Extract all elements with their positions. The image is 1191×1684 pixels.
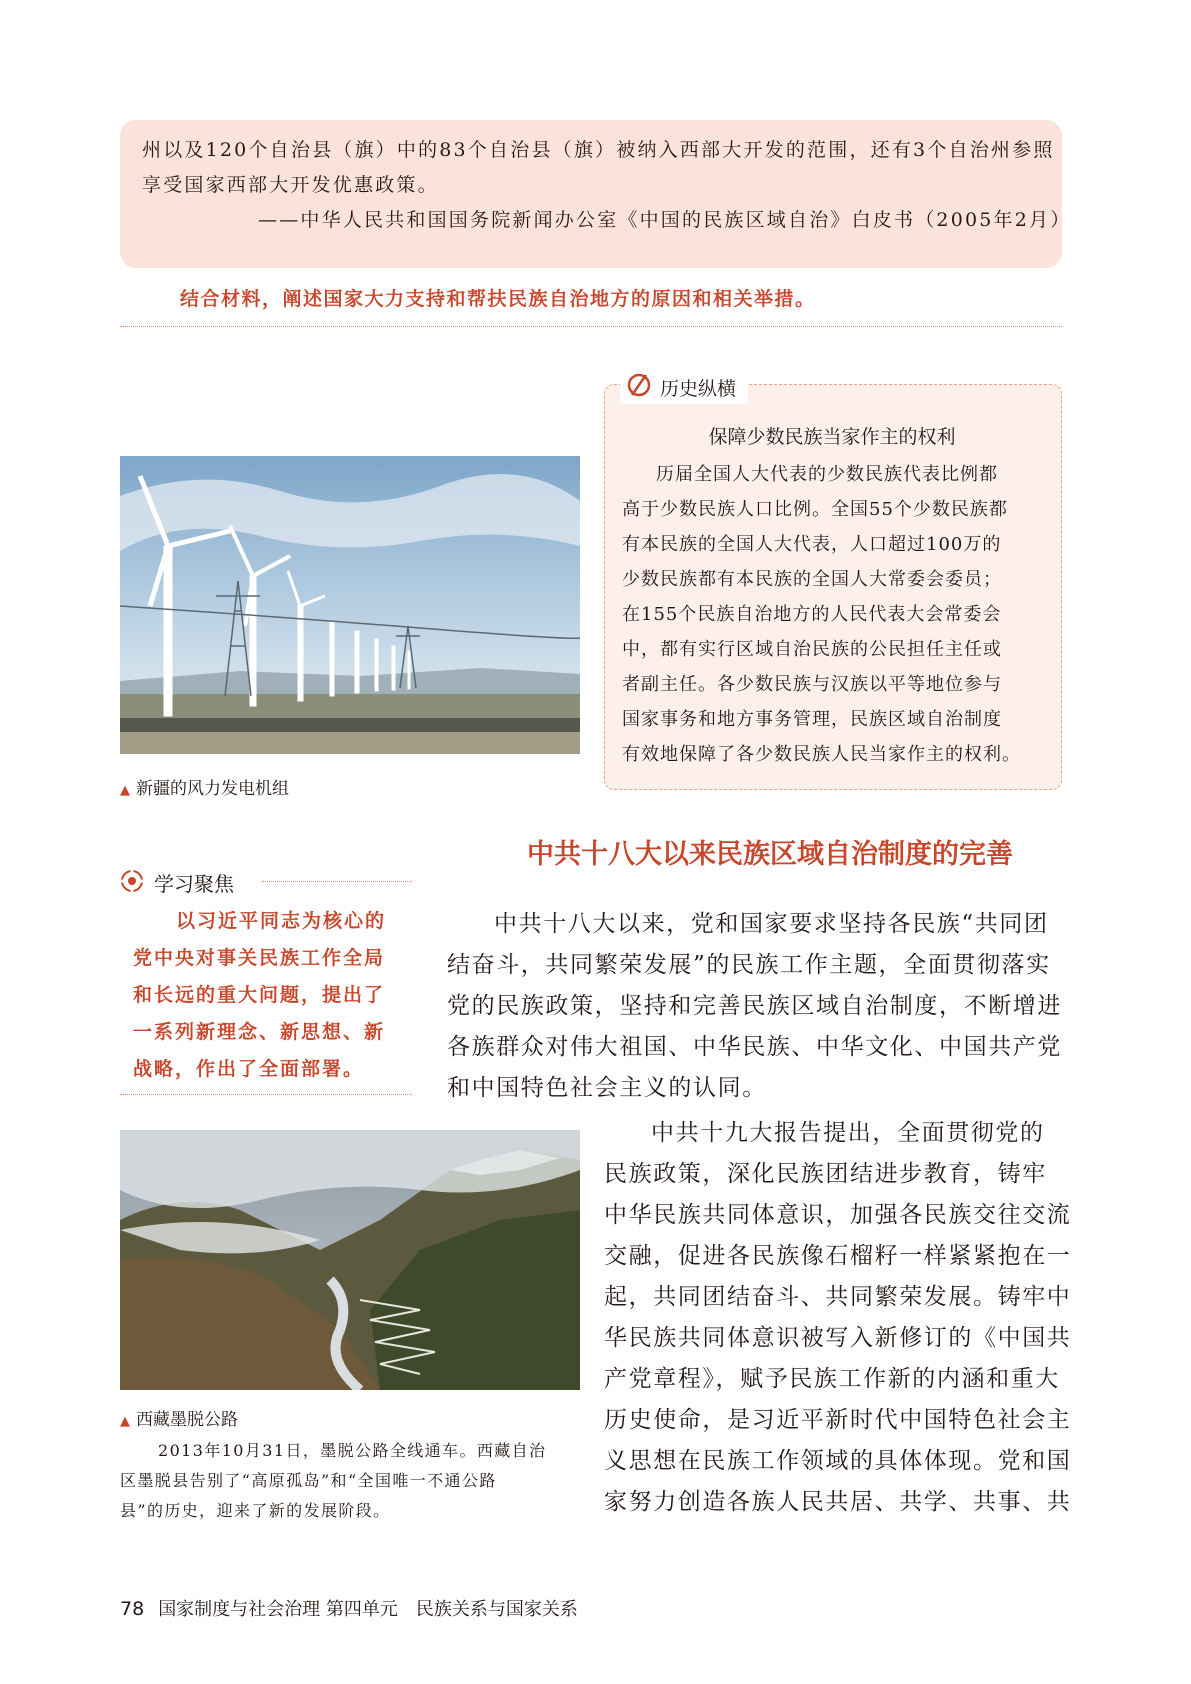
divider <box>120 326 1062 327</box>
divider <box>262 881 412 882</box>
body-line: 交融，促进各民族像石榴籽一样紧紧抱在一 <box>604 1243 1072 1269</box>
photo-note-line: 区墨脱县告别了“高原孤岛”和“全国唯一不通公路 <box>120 1471 497 1490</box>
body-line: 各族群众对伟大祖国、中华民族、中华文化、中国共产党 <box>447 1034 1062 1060</box>
history-line: 有效地保障了各少数民族人民当家作主的权利。 <box>622 744 1021 765</box>
focus-line: 战略，作出了全面部署。 <box>133 1058 365 1080</box>
page-number: 78 <box>120 1598 145 1620</box>
footer-text: 国家制度与社会治理 第四单元 民族关系与国家关系 <box>158 1599 578 1620</box>
photo-note-line: 县”的历史，迎来了新的发展阶段。 <box>120 1501 391 1520</box>
section-title: 中共十八大以来民族区域自治制度的完善 <box>527 839 1013 870</box>
focus-icon <box>120 869 144 897</box>
body-line: 党的民族政策，坚持和完善民族区域自治制度，不断增进 <box>447 993 1062 1019</box>
wind-farm-caption <box>120 774 289 799</box>
history-line: 者副主任。各少数民族与汉族以平等地位参与 <box>622 674 1002 695</box>
history-icon <box>626 372 652 402</box>
task-prompt: 结合材料，阐述国家大力支持和帮扶民族自治地方的原因和相关举措。 <box>180 288 816 310</box>
body-line: 结奋斗，共同繁荣发展”的民族工作主题，全面贯彻落实 <box>447 952 1051 978</box>
history-line: 高于少数民族人口比例。全国55个少数民族都 <box>622 499 1008 520</box>
photo-note-line: 2013年10月31日，墨脱公路全线通车。西藏自治 <box>158 1441 547 1460</box>
page-footer <box>120 1595 578 1621</box>
history-line: 在155个民族自治地方的人民代表大会常委会 <box>622 604 1002 625</box>
body-line: 华民族共同体意识被写入新修订的《中国共 <box>604 1325 1072 1351</box>
history-line: 有本民族的全国人大代表，人口超过100万的 <box>622 534 1002 555</box>
body-line: 起，共同团结奋斗、共同繁荣发展。铸牢中 <box>604 1284 1072 1310</box>
focus-label: 学习聚焦 <box>154 872 234 896</box>
quote-source: ——中华人民共和国国务院新闻办公室《中国的民族区域自治》白皮书（2005年2月） <box>258 209 1072 231</box>
quote-line: 州以及120个自治县（旗）中的83个自治县（旗）被纳入西部大开发的范围，还有3个自治州参照 <box>142 139 1055 161</box>
body-line: 历史使命，是习近平新时代中国特色社会主 <box>604 1407 1072 1433</box>
body-line: 中华民族共同体意识，加强各民族交往交流 <box>604 1202 1072 1228</box>
focus-line: 以习近平同志为核心的 <box>176 910 387 932</box>
medog-road-caption-text: 西藏墨脱公路 <box>136 1410 238 1430</box>
history-line: 少数民族都有本民族的全国人大常委会委员； <box>622 569 1002 590</box>
history-line: 国家事务和地方事务管理，民族区域自治制度 <box>622 709 1002 730</box>
triangle-icon: ▲ <box>120 1414 130 1429</box>
body-line: 和中国特色社会主义的认同。 <box>447 1075 767 1101</box>
focus-line: 和长远的重大问题，提出了 <box>133 984 386 1006</box>
focus-header <box>120 868 234 897</box>
body-line: 家努力创造各族人民共居、共学、共事、共 <box>604 1489 1072 1515</box>
triangle-icon: ▲ <box>120 783 130 798</box>
focus-line: 党中央对事关民族工作全局 <box>133 947 386 969</box>
body-line: 产党章程》，赋予民族工作新的内涵和重大 <box>604 1366 1060 1392</box>
divider <box>120 1094 412 1095</box>
history-line: 中，都有实行区域自治民族的公民担任主任或 <box>622 639 1002 660</box>
body-line: 民族政策，深化民族团结进步教育，铸牢 <box>604 1161 1047 1187</box>
wind-farm-caption-text: 新疆的风力发电机组 <box>136 779 289 799</box>
wind-farm-photo <box>120 456 580 754</box>
medog-road-caption <box>120 1405 238 1430</box>
focus-line: 一系列新理念、新思想、新 <box>133 1021 386 1043</box>
history-sidebar-label: 历史纵横 <box>660 377 737 400</box>
history-sidebar-header <box>620 370 748 404</box>
body-line: 中共十八大以来，党和国家要求坚持各民族“共同团 <box>494 911 1049 937</box>
quote-line: 享受国家西部大开发优惠政策。 <box>142 174 439 196</box>
body-line: 义思想在民族工作领域的具体体现。党和国 <box>604 1448 1072 1474</box>
body-line: 中共十九大报告提出，全面贯彻党的 <box>651 1120 1045 1146</box>
history-line: 历届全国人大代表的少数民族代表比例都 <box>656 464 998 485</box>
history-sidebar-title: 保障少数民族当家作主的权利 <box>708 426 956 448</box>
medog-road-photo <box>120 1130 580 1390</box>
